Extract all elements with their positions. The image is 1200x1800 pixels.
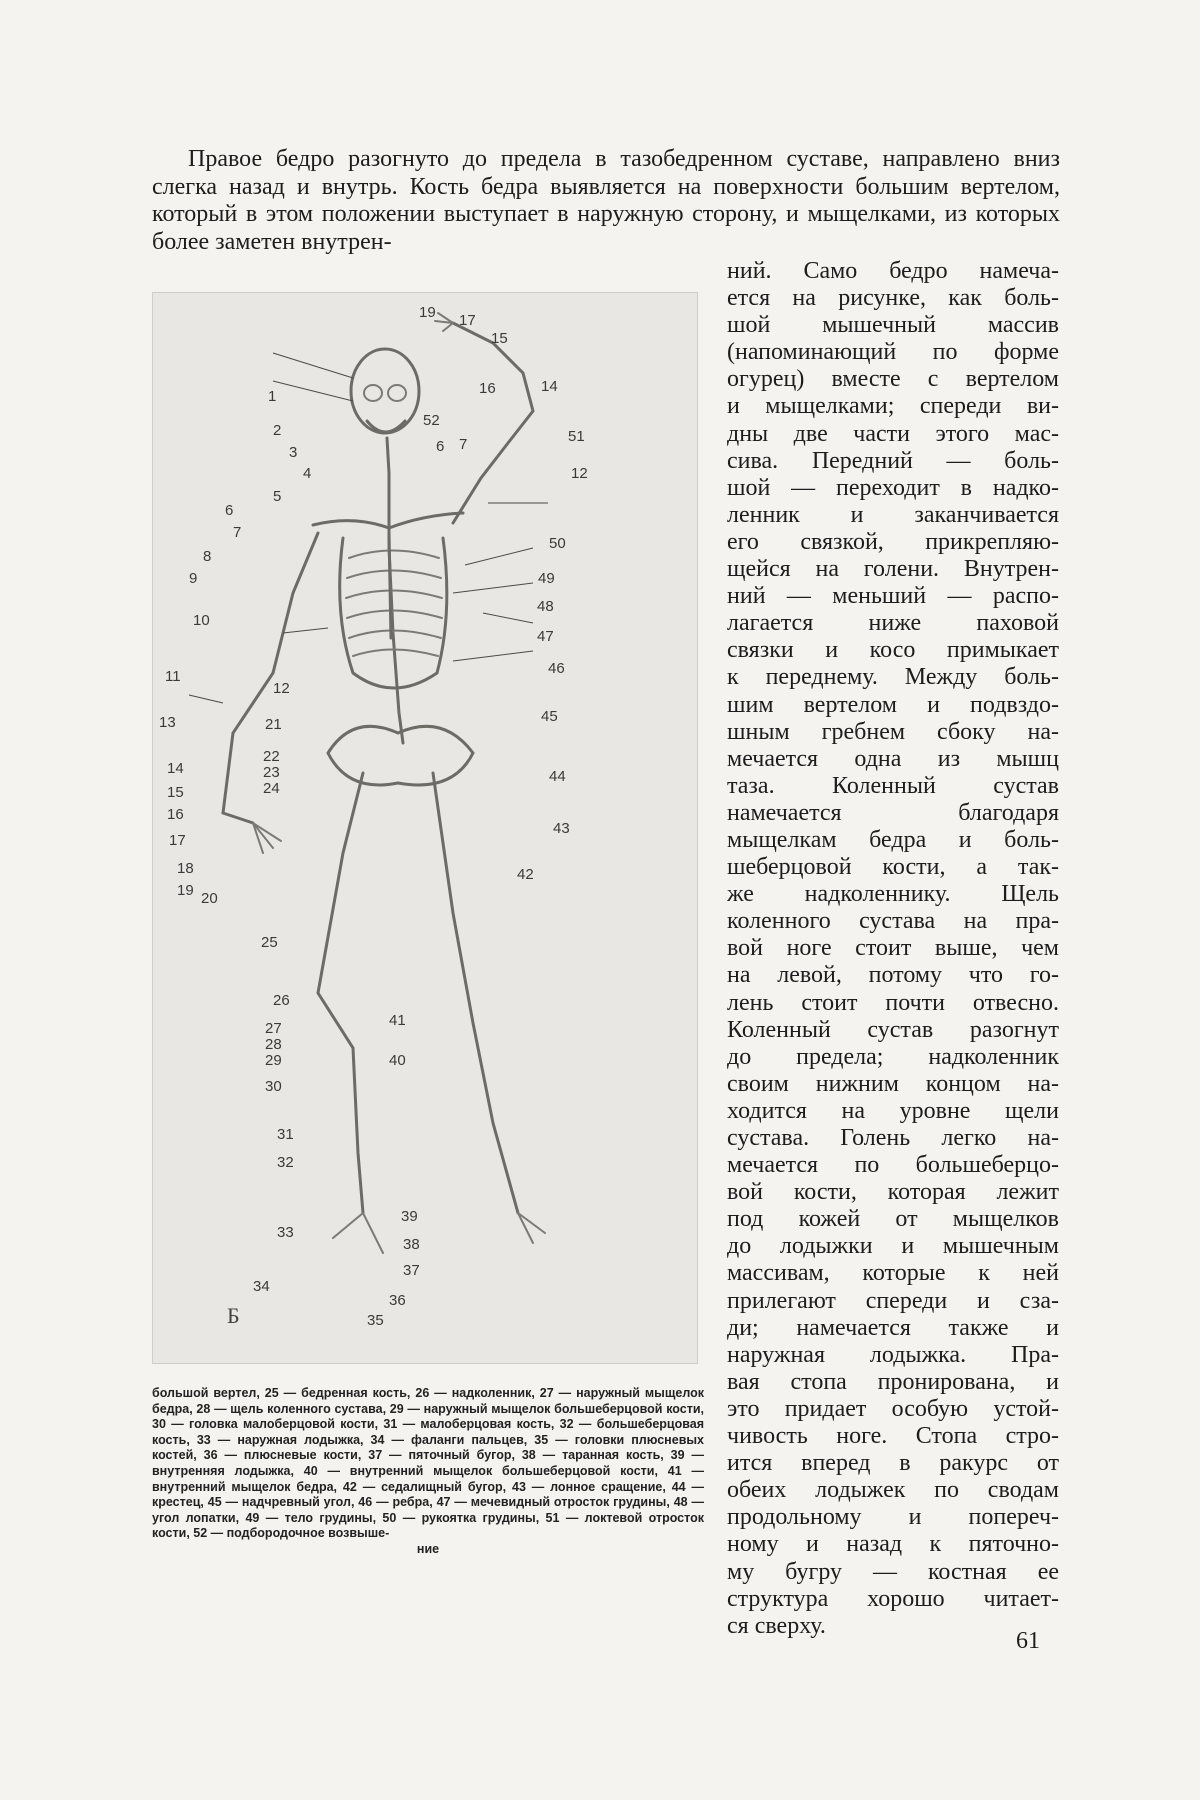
figure-letter: Б [227, 1303, 240, 1328]
label-41: 41 [389, 1012, 406, 1029]
side-text-line: чивость ноге. Стопа стро- [727, 1423, 1059, 1450]
label-11: 11 [165, 668, 181, 685]
left-foot-shape [518, 1213, 545, 1243]
side-text-line: мыщелкам бедра и боль- [727, 826, 1059, 853]
side-text-line: вой ноге стоит выше, чем [727, 935, 1059, 962]
side-text-line: мечается по большеберцо- [727, 1152, 1059, 1179]
side-text-line: же надколеннику. Щель [727, 881, 1059, 908]
side-text-line: таза. Коленный сустав [727, 772, 1059, 799]
label-1: 1 [268, 388, 277, 405]
rib-line [349, 631, 441, 639]
label-51: 51 [568, 428, 585, 445]
side-text-line: к переднему. Между боль- [727, 664, 1059, 691]
rib-line [347, 571, 441, 579]
right-leg-shape [318, 773, 363, 1213]
side-text-line: дны две части этого мас- [727, 420, 1059, 447]
label-46: 46 [548, 660, 565, 677]
side-text-line: (напоминающий по форме [727, 339, 1059, 366]
label-23: 23 [263, 764, 280, 781]
label-27: 27 [265, 1020, 282, 1037]
side-text-line: вой кости, которая лежит [727, 1179, 1059, 1206]
label-24: 24 [263, 780, 280, 797]
side-text-line: и мыщелками; спереди ви- [727, 393, 1059, 420]
label-6: 6 [225, 502, 234, 519]
side-text-line: это придает особую устой- [727, 1395, 1059, 1422]
raised-hand-shape [435, 313, 453, 331]
side-text-line: его связкой, прикрепляю- [727, 528, 1059, 555]
side-text-line: ному и назад к пяточно- [727, 1531, 1059, 1558]
side-text-line: шным гребнем сбоку на- [727, 718, 1059, 745]
page-number: 61 [1016, 1628, 1040, 1654]
side-text-line: до лодыжки и мышечным [727, 1233, 1059, 1260]
skeleton-drawing [153, 293, 697, 1363]
side-text-line: ний. Само бедро намеча- [727, 258, 1059, 284]
label-39: 39 [401, 1208, 418, 1225]
side-text-line: огурец) вместе с вертелом [727, 366, 1059, 393]
side-text-line: ленник и заканчивается [727, 501, 1059, 528]
caption-tail: ние [416, 1541, 440, 1556]
side-text-line: структура хорошо читает- [727, 1585, 1059, 1612]
label-6: 6 [436, 438, 445, 455]
side-text-line: наружная лодыжка. Пра- [727, 1341, 1059, 1368]
side-text-line: Коленный сустав разогнут [727, 1016, 1059, 1043]
side-text-line: ний — меньший — распо- [727, 583, 1059, 610]
label-31: 31 [277, 1126, 294, 1143]
label-25: 25 [261, 934, 278, 951]
label-18: 18 [177, 860, 194, 877]
side-text-line: лень стоит почти отвесно. [727, 989, 1059, 1016]
skeleton-figure [152, 292, 698, 1364]
side-text-line: шой мышечный массив [727, 312, 1059, 339]
label-19: 19 [177, 882, 194, 899]
side-text-line: своим нижним концом на- [727, 1070, 1059, 1097]
label-8: 8 [203, 548, 212, 565]
side-text-line: ится вперед в ракурс от [727, 1450, 1059, 1477]
label-40: 40 [389, 1052, 406, 1069]
label-4: 4 [303, 465, 312, 482]
side-text-line: ди; намечается также и [727, 1314, 1059, 1341]
label-21: 21 [265, 716, 282, 733]
label-43: 43 [553, 820, 570, 837]
side-text-line: ся сверху. [727, 1612, 826, 1639]
label-52: 52 [423, 412, 440, 429]
label-30: 30 [265, 1078, 282, 1095]
label-45: 45 [541, 708, 558, 725]
side-text-line: щейся на голени. Внутрен- [727, 556, 1059, 583]
label-15: 15 [491, 330, 508, 347]
left-leg-shape [433, 773, 518, 1213]
label-47: 47 [537, 628, 554, 645]
label-17: 17 [169, 832, 186, 849]
side-text-line: вая стопа пронирована, и [727, 1368, 1059, 1395]
intro-paragraph: Правое бедро разогнуто до предела в тазобедренном суставе, направлено вниз слегка назад и внутрь. Кость бедра выявляется на поверхности большим вертелом, который в этом положении выступает в наружную сторону, и мыщелками, из которых более заметен внутрен- [152, 146, 1060, 255]
label-38: 38 [403, 1236, 420, 1253]
label-15: 15 [167, 784, 184, 801]
label-17: 17 [459, 312, 476, 329]
side-text-line: до предела; надколенник [727, 1043, 1059, 1070]
side-text-line: массивам, которые к ней [727, 1260, 1059, 1287]
label-9: 9 [189, 570, 198, 587]
label-16: 16 [167, 806, 184, 823]
side-text-line: связки и косо примыкает [727, 637, 1059, 664]
label-7: 7 [459, 436, 468, 453]
caption-text: большой вертел, 25 — бедренная кость, 26 — надколенник, 27 — наружный мыщелок бедра, 28 — щель коленного сустава, 29 — наружный мыщелок большеберцовой кости, 30 — головка малоберцовой кости, 31 — малоберцовая кость, 32 — большеберцовая кость, 33 — наружная лодыжка, 34 — фаланги пальцев, 35 — головки плюсневых костей, 36 — плюсневые кости, 37 — пяточный бугор, 38 — таранная кость, 39 — внутренняя лодыжка, 40 — внутренний мыщелок большеберцовой кости, 41 — внутренний мыщелок бедра, 42 — седалищный бугор, 43 — лонное сращение, 44 — крестец, 45 — надчревный угол, 46 — ребра, 47 — мечевидный отросток грудины, 48 — угол лопатки, 49 — тело грудины, 50 — рукоятка грудины, 51 — локтевой отросток кости, 52 — подбородочное возвыше- [152, 1386, 704, 1541]
side-text-line: му бугру — костная ее [727, 1558, 1059, 1585]
raised-arm-shape [453, 323, 533, 523]
label-12: 12 [273, 680, 290, 697]
label-14: 14 [167, 760, 184, 777]
side-text-line: под кожей от мыщелков [727, 1206, 1059, 1233]
side-text-line: шеберцовой кости, а так- [727, 854, 1059, 881]
rib-line [347, 611, 442, 619]
side-text-line: ходится на уровне щели [727, 1097, 1059, 1124]
label-32: 32 [277, 1154, 294, 1171]
label-22: 22 [263, 748, 280, 765]
label-5: 5 [273, 488, 282, 505]
rib-line [346, 591, 442, 599]
right-foot-shape [333, 1213, 383, 1253]
side-text-line: сива. Передний — боль- [727, 447, 1059, 474]
sternum-shape [389, 533, 391, 638]
side-text-line: шой — переходит в надко- [727, 474, 1059, 501]
label-42: 42 [517, 866, 534, 883]
eye-socket-left [364, 385, 382, 401]
label-14: 14 [541, 378, 558, 395]
label-34: 34 [253, 1278, 270, 1295]
label-37: 37 [403, 1262, 420, 1279]
side-text-line: намечается благодаря [727, 799, 1059, 826]
side-text-line: мечается одна из мышц [727, 745, 1059, 772]
label-28: 28 [265, 1036, 282, 1053]
label-2: 2 [273, 422, 282, 439]
figure-caption [152, 1386, 704, 1558]
side-text-line: обеих лодыжек по сводам [727, 1477, 1059, 1504]
side-text-line: шим вертелом и подвздо- [727, 691, 1059, 718]
label-13: 13 [159, 714, 176, 731]
label-3: 3 [289, 444, 298, 461]
label-48: 48 [537, 598, 554, 615]
side-text-line: продольному и попереч- [727, 1504, 1059, 1531]
side-text-line: коленного сустава на пра- [727, 908, 1059, 935]
skull-shape [351, 349, 419, 433]
lowered-hand-shape [253, 823, 281, 853]
side-column-text [727, 258, 1059, 1640]
label-44: 44 [549, 768, 566, 785]
side-text-line: прилегают спереди и сза- [727, 1287, 1059, 1314]
label-26: 26 [273, 992, 290, 1009]
label-49: 49 [538, 570, 555, 587]
label-33: 33 [277, 1224, 294, 1241]
side-text-line: ется на рисунке, как боль- [727, 285, 1059, 312]
label-36: 36 [389, 1292, 406, 1309]
label-50: 50 [549, 535, 566, 552]
side-text-line: сустава. Голень легко на- [727, 1125, 1059, 1151]
label-16: 16 [479, 380, 496, 397]
label-10: 10 [193, 612, 210, 629]
label-12: 12 [571, 465, 588, 482]
side-text-line: лагается ниже паховой [727, 610, 1059, 637]
label-20: 20 [201, 890, 218, 907]
label-7: 7 [233, 524, 242, 541]
label-35: 35 [367, 1312, 384, 1329]
label-19: 19 [419, 304, 436, 321]
eye-socket-right [388, 385, 406, 401]
rib-line [349, 551, 439, 559]
side-text-line: на левой, потому что го- [727, 962, 1059, 989]
label-29: 29 [265, 1052, 282, 1069]
